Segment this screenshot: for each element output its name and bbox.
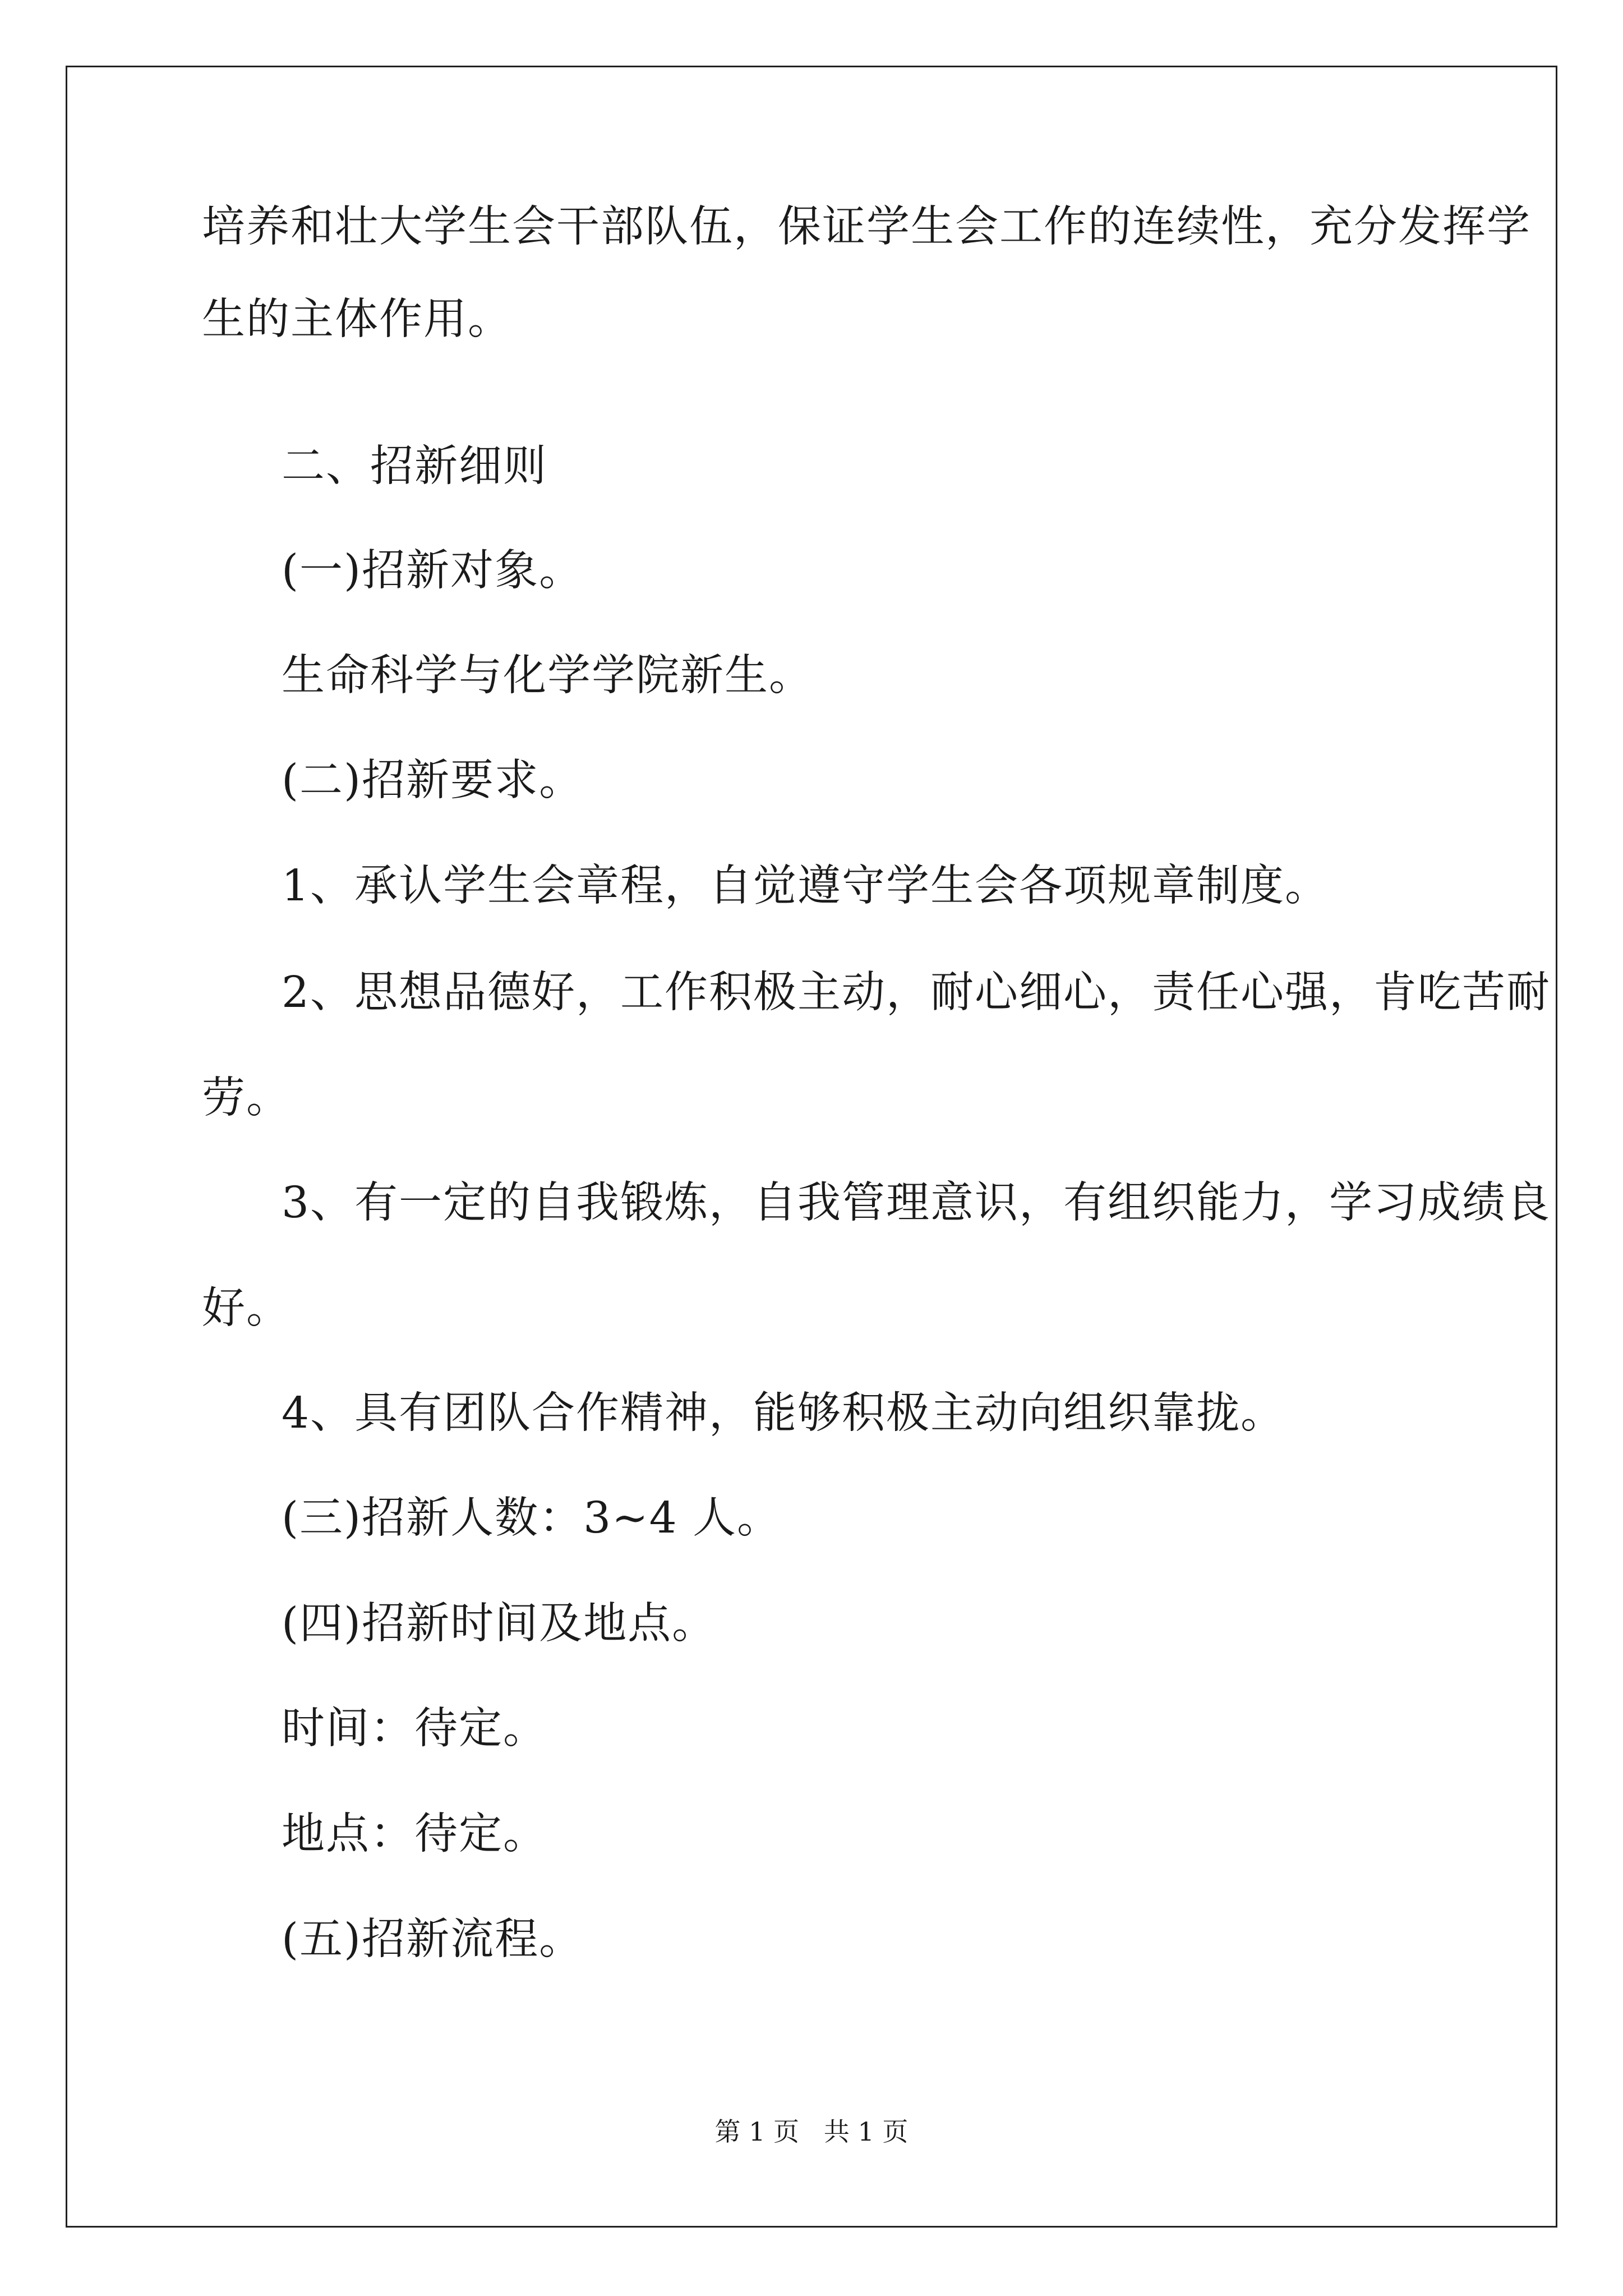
paragraph-line: 生命科学与化学学院新生。 xyxy=(282,651,813,701)
list-item: 4、具有团队合作精神，能够积极主动向组织靠拢。 xyxy=(282,1388,1285,1438)
list-item-continuation: 劳。 xyxy=(202,1073,291,1123)
subsection-heading: (四)招新时间及地点。 xyxy=(282,1599,717,1649)
list-item: 3、有一定的自我锻炼，自我管理意识，有组织能力，学习成绩良 xyxy=(282,1178,1551,1228)
paragraph-line: 生的主体作用。 xyxy=(202,295,512,344)
page-footer: 第 1 页 共 1 页 xyxy=(714,2116,909,2147)
paragraph-line: 培养和壮大学生会干部队伍，保证学生会工作的连续性，充分发挥学 xyxy=(202,202,1531,252)
paragraph-line: 时间：待定。 xyxy=(282,1704,547,1754)
subsection-heading: (三)招新人数：3~4 人。 xyxy=(282,1493,782,1543)
subsection-heading: (五)招新流程。 xyxy=(282,1915,584,1964)
list-item-continuation: 好。 xyxy=(202,1283,291,1333)
subsection-heading: (二)招新要求。 xyxy=(282,756,584,806)
section-heading: 二、招新细则 xyxy=(282,441,547,491)
list-item: 2、思想品德好，工作积极主动，耐心细心，责任心强，肯吃苦耐 xyxy=(282,968,1551,1018)
page-border xyxy=(66,66,1557,2228)
subsection-heading: (一)招新对象。 xyxy=(282,546,584,596)
paragraph-line: 地点：待定。 xyxy=(282,1809,547,1859)
list-item: 1、承认学生会章程，自觉遵守学生会各项规章制度。 xyxy=(282,861,1329,911)
